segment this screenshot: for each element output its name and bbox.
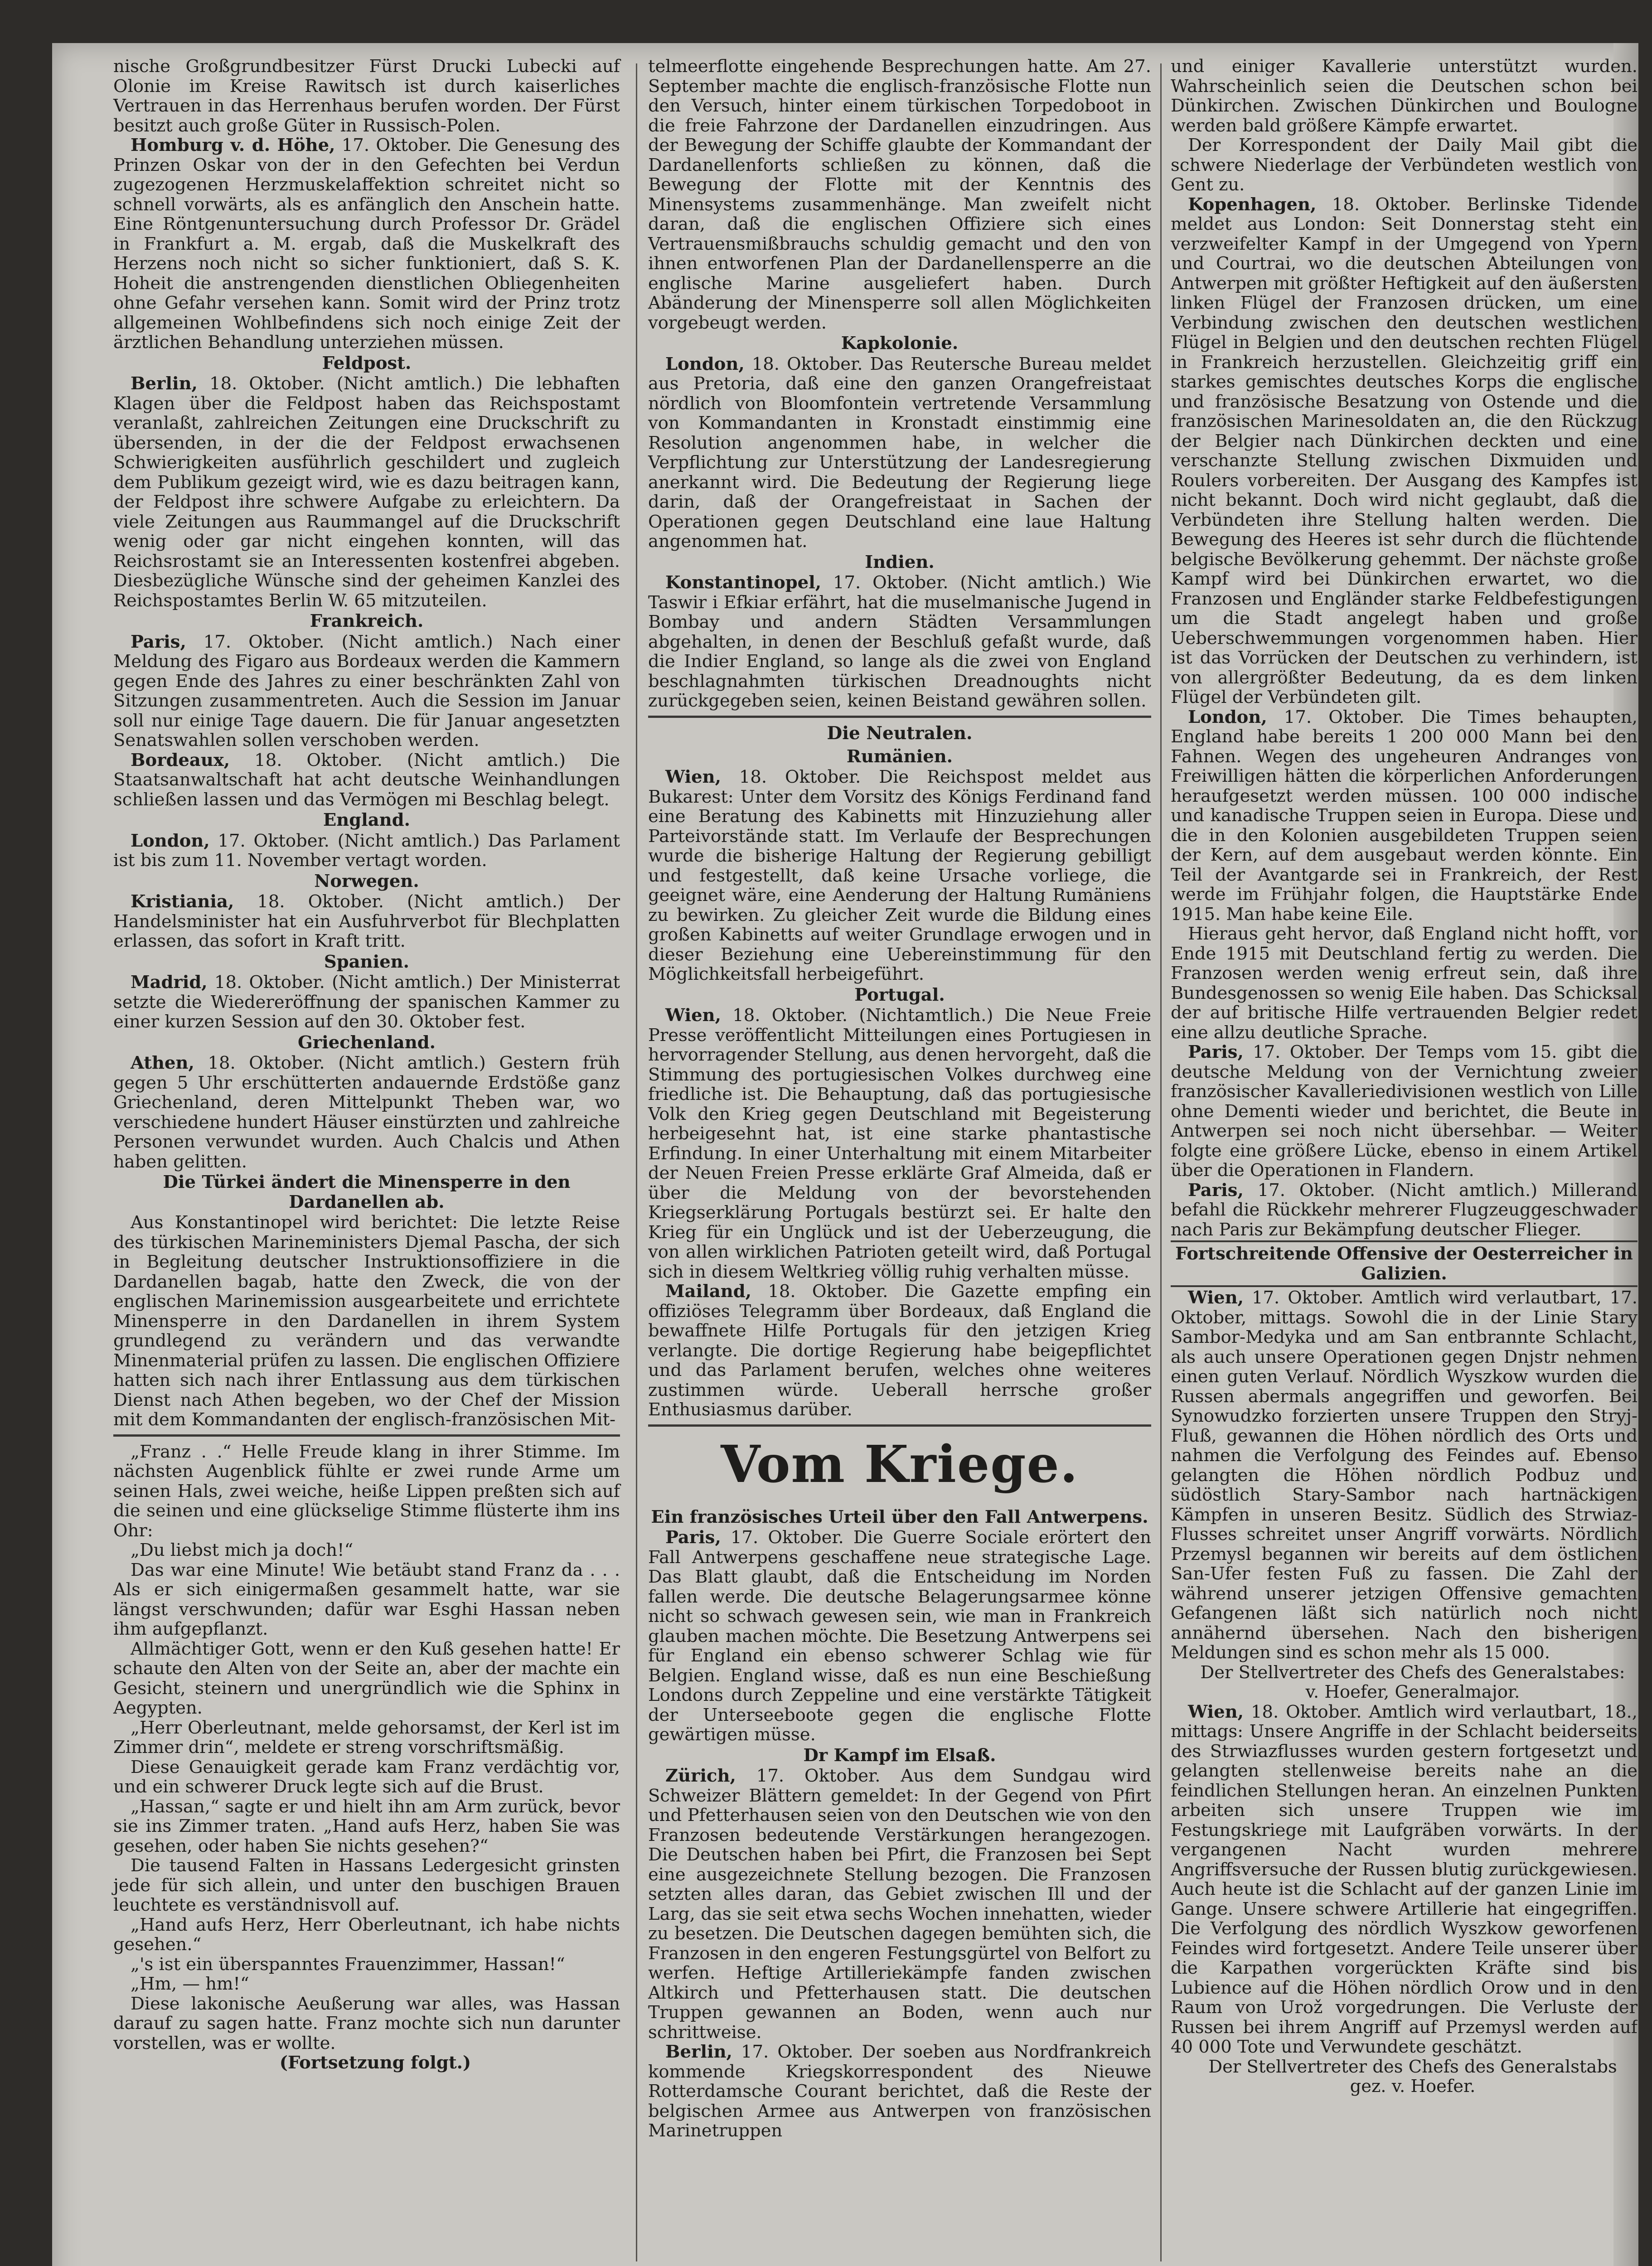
paragraph-text: „Hassan,“ sagte er und hielt ihn am Arm zurück, bevor sie ins Zimmer traten. „Hand aufs Herz, haben Sie was gesehen, oder haben Sie nichts gesehen?“ <box>113 1796 620 1856</box>
paragraph-text: „Hand aufs Herz, Herr Oberleutnant, ich habe nichts gesehen.“ <box>113 1914 620 1955</box>
article-paragraph <box>113 1560 620 1639</box>
section-heading: Rumänien. <box>846 746 953 767</box>
article-paragraph <box>648 1006 1151 1282</box>
dateline: Berlin, <box>131 373 198 394</box>
article-paragraph <box>1171 1702 1637 2057</box>
article-paragraph <box>113 1213 620 1430</box>
signature-line: Der Stellvertreter des Chefs des Generalstabs <box>1208 2056 1617 2077</box>
dateline: Kopenhagen, <box>1188 194 1317 215</box>
signature-line: Der Stellvertreter des Chefs des Generalstabes: <box>1200 1662 1625 1683</box>
article-paragraph <box>648 2042 1151 2141</box>
dateline: Berlin, <box>665 2042 732 2062</box>
section-heading: Die Neutralen. <box>827 722 973 744</box>
paragraph-text: 17. Oktober. (Nicht amtlich.) Millerand befahl die Rückkehr mehrerer Flugzeuggeschwader nach Paris zur Bekämpfung deutscher Flieger. <box>1171 1180 1637 1240</box>
paragraph-text: 18. Oktober. Die Reichspost meldet aus Bukarest: Unter dem Vorsitz des Königs Ferdinand fand eine Beratung des Kabinetts mit Hinzuziehung aller Parteivorstände statt. Im Verlaufe der Besprechungen wurde die bisherige Haltung der Regierung gebilligt und festgestellt, daß keine Ursache vorliege, die geeignet wäre, eine Aenderung der Haltung Rumäniens zu bewirken. Zu gleicher Zeit wurde die Bildung eines großen Kabinetts auf weiter Grundlage erwogen und in dieser Beziehung eine Uebereinstimmung für den Möglichkeitsfall herbeigeführt. <box>648 767 1151 984</box>
article-paragraph <box>1171 57 1637 136</box>
paragraph-text: 18. Oktober. Berlinske Tidende meldet aus London: Seit Donnerstag steht ein verzweifelter Kampf in der Umgegend von Ypern und Courtrai, wo die deutschen Abteilungen von Antwerpen mit größter Heftigkeit auf den äußersten linken Flügel der Franzosen drücken, um eine Verbindung zwischen den deutschen westlichen Flügel in Belgien und den deutschen rechten Flügel in Frankreich herzustellen. Gleichzeitig griff ein starkes gemischtes deutsches Korps die englische und französische Besatzung von Ostende und die französischen Marinesoldaten an, die den Rückzug der Belgier nach Dünkirchen deckten und eine verschanzte Stellung zwischen Dixmuiden und Roulers vorbereiten. Der Ausgang des Kampfes ist nicht bekannt. Doch wird nicht geglaubt, daß die Verbündeten ihre Stellung halten werden. Die Bewegung des Heeres ist sehr durch die flüchtende belgische Bevölkerung gehemmt. Der nächste große Kampf wird bei Dünkirchen erwartet, wo die Franzosen und Engländer starke Feldbefestigungen um die Stadt angelegt haben und große Ueberschwemmungen vorgenommen haben. Hier ist das Vorrücken der Deutschen zu verhindern, ist von allergrößter Bedeutung, da es dem linken Flügel der Verbündeten gilt. <box>1171 194 1637 707</box>
article-paragraph <box>113 136 620 353</box>
article-paragraph <box>1171 1181 1637 1240</box>
dateline: Kristiania, <box>131 891 234 912</box>
section-rule <box>648 1424 1151 1427</box>
article-paragraph <box>113 632 620 750</box>
paragraph-text: Das war eine Minute! Wie betäubt stand Franz da . . . Als er sich einigermaßen gesammelt hatte, war sie längst verschwunden; dafür war Esghi Hassan neben ihm aufgepflanzt. <box>113 1559 620 1639</box>
article-paragraph <box>113 1053 620 1172</box>
article-paragraph <box>113 831 620 871</box>
paragraph-text: 18. Oktober. (Nicht amtlich.) Der Ministerrat setzte die Wiedereröffnung der spanischen Kammer zu einer kurzen Session auf den 30. Oktober fest. <box>113 972 620 1032</box>
section-rule <box>648 716 1151 718</box>
article-paragraph <box>648 1766 1151 2042</box>
article-paragraph <box>113 57 620 136</box>
paragraph-text: Diese Genauigkeit gerade kam Franz verdächtig vor, und ein schwerer Druck legte sich auf die Brust. <box>113 1757 620 1797</box>
paragraph-text: 18. Oktober. (Nicht amtlich.) Der Handelsminister hat ein Ausfuhrverbot für Blechplatten erlassen, das sofort in Kraft tritt. <box>113 891 620 951</box>
paragraph-text: 17. Oktober. Die Genesung des Prinzen Oskar von der in den Gefechten bei Verdun zugezogenen Herzmuskelaffektion schreitet nicht so schnell vorwärts, als es anfänglich den Anschein hatte. Eine Röntgenuntersuchung durch Professor Dr. Grädel in Frankfurt a. M. ergab, daß die Muskelkraft des Herzens noch nicht so sicher funktioniert, daß S. K. Hoheit die anstrengenden dienstlichen Obliegenheiten ohne Gefahr versehen kann. Somit wird der Prinz trotz allgemeinen Wohlbefindens sich noch einige Zeit der ärztlichen Behandlung unterziehen müssen. <box>113 135 620 353</box>
paragraph-text: „Hm, — hm!“ <box>131 1974 249 1994</box>
paragraph-text: telmeerflotte eingehende Besprechungen hatte. Am 27. September machte die englisch-französische Flotte nun den Versuch, hinter einem türkischen Torpedoboot in die freie Fahrzone der Dardanellen einzudringen. Aus der Bewegung der Schiffe glaubte der Kommandant der Dardanellenforts schließen zu können, daß die Bewegung der Flotte mit der Kenntnis des Minensystems zusammenhänge. Man zweifelt nicht daran, daß die englischen Offiziere sich eines Vertrauensmißbrauchs schuldig gemacht und den von ihnen entworfenen Plan der Dardanellensperre an die englische Marine ausgeliefert haben. Durch Abänderung der Minensperre soll allen Möglichkeiten vorgebeugt werden. <box>648 56 1151 333</box>
article-paragraph <box>1171 136 1637 195</box>
paragraph-text: Allmächtiger Gott, wenn er den Kuß gesehen hatte! Er schaute den Alten von der Seite an, aber der machte ein Gesicht, steinern und unergründlich wie die Sphinx in Aegypten. <box>113 1638 620 1718</box>
article-paragraph <box>113 1856 620 1915</box>
dateline: Madrid, <box>131 972 208 993</box>
article-paragraph <box>648 573 1151 711</box>
paragraph-text: Aus Konstantinopel wird berichtet: Die letzte Reise des türkischen Marineministers Djemal Pascha, der sich in Begleitung deutscher Instruktionsoffiziere in die Dardanellen bagab, hatte den Zweck, die von der englischen Marinemission ausgearbeitete und errichtete Minensperre in den Dardanellen in ihrem System grundlegend zu verändern und das verwandte Minenmaterial prüfen zu lassen. Die englischen Offiziere hatten sich nach ihrer Entlassung aus dem türkischen Dienst nach Athen begeben, wo der Chef der Mission mit dem Kommandanten der englisch-französischen Mit- <box>113 1212 620 1430</box>
paragraph-text: 17. Oktober. (Nicht amtlich.) Wie Taswir i Efkiar erfährt, hat die muselmanische Jugend in Bombay und andern Städten Versammlungen abgehalten, in denen der Beschluß gefaßt wurde, daß die Indier England, so lange als die zwei von England beschlagnahmten türkischen Dreadnoughts nicht zurückgegeben seien, keinen Beistand gewähren sollen. <box>648 572 1151 711</box>
dateline: Wien, <box>665 1005 722 1026</box>
column-2 <box>648 57 1151 2266</box>
article-paragraph <box>1171 1288 1637 1663</box>
paragraph-text: 17. Oktober. Die Times behaupten, England habe bereits 1 200 000 Mann bei den Fahnen. Wegen des ungeheuren Andranges von Freiwilligen hätten die körperlichen Anforderungen heraufgesetzt werden müssen. 100 000 indische und kanadische Truppen seien in Europa. Diese und die in den Kolonien ausgebildeten Truppen seien der Kern, auf dem ausgebaut werden könnte. Ein Teil der Avantgarde sei in Frankreich, der Rest werde im Frühjahr folgen, die Hauptstärke Ende 1915. Man habe keine Eile. <box>1171 707 1637 925</box>
column-separator <box>1160 63 1162 2261</box>
section-heading: Dr Kampf im Elsaß. <box>803 1745 996 1766</box>
dateline: Wien, <box>665 767 722 787</box>
dateline: Paris, <box>1188 1042 1244 1062</box>
article-paragraph <box>113 374 620 610</box>
dateline: Paris, <box>1188 1180 1244 1201</box>
section-heading: Portugal. <box>854 984 945 1005</box>
dateline: Zürich, <box>665 1766 736 1786</box>
dateline: Athen, <box>131 1053 194 1073</box>
section-heading: England. <box>323 810 411 830</box>
section-heading: Frankreich. <box>310 611 424 631</box>
dateline: Paris, <box>131 631 186 652</box>
section-masthead: Vom Kriege. <box>721 1434 1079 1494</box>
paragraph-text: 17. Oktober. Der Temps vom 15. gibt die deutsche Meldung von der Vernichtung zweier französischer Kavalleriedivisionen westlich von Lille ohne Dementi wieder und berichtet, die Beute in Antwerpen sei noch nicht übersehbar. — Weiter folgte eine größere Lücke, ebenso in einem Artikel über die Operationen in Flandern. <box>1171 1042 1637 1181</box>
paragraph-text: Die tausend Falten in Hassans Ledergesicht grinsten jede für sich allein, und unter den buschigen Brauen leuchtete es verständnisvoll auf. <box>113 1855 620 1915</box>
signature-line: v. Hoefer, Generalmajor. <box>1305 1682 1520 1702</box>
dateline: Wien, <box>1188 1701 1244 1722</box>
article-paragraph <box>113 1994 620 2053</box>
paragraph-text: nische Großgrundbesitzer Fürst Drucki Lubecki auf Olonie im Kreise Rawitsch ist durch kaiserliches Vertrauen in das Herrenhaus berufen worden. Der Fürst besitzt auch große Güter in Russisch-Polen. <box>113 56 620 136</box>
paragraph-text: 18. Oktober. Das Reutersche Bureau meldet aus Pretoria, daß eine den ganzen Orangefreistaat nördlich von Bloomfontein vertretende Versammlung von Kommandanten in Kronstadt einstimmig eine Resolution angenommen habe, in welcher die Verpflichtung zur Unterstützung der Landesregierung anerkannt wird. Die Bedeutung der Regierung liege darin, daß der Orangefreistaat in Sachen der Operationen gegen Deutschland eine laue Haltung angenommen hat. <box>648 353 1151 552</box>
article-paragraph <box>113 1639 620 1718</box>
paragraph-text: 17. Oktober. Der soeben aus Nordfrankreich kommende Kriegskorrespondent des Nieuwe Rotterdamsche Courant berichtet, daß die Reste der belgischen Armee aus Antwerpen von französischen Marinetruppen <box>648 2042 1151 2141</box>
article-paragraph <box>113 1974 620 1994</box>
paragraph-text: 18. Oktober. (Nicht amtlich.) Die lebhaften Klagen über die Feldpost haben das Reichspostamt veranlaßt, zahlreichen Zeitungen eine Druckschrift zu übersenden, in der die der Feldpost erwachsenen Schwierigkeiten ausführlich geschildert und zugleich dem Publikum gezeigt wird, wie es dazu beitragen kann, der Feldpost ihre schwere Aufgabe zu erleichtern. Da viele Zeitungen aus Raummangel auf die Druckschrift wenig oder gar nicht eingehen konnten, will das Reichsrostamt sie an Interessenten kostenfrei abgeben. Diesbezügliche Wünsche sind der geheimen Kanzlei des Reichspostamtes Berlin W. 65 mitzuteilen. <box>113 373 620 611</box>
paragraph-text: Hieraus geht hervor, daß England nicht hofft, vor Ende 1915 mit Deutschland fertig zu werden. Die Franzosen werden wenig erfreut sein, daß ihre Bundesgenossen so wenig Eile haben. Das Schicksal der auf britische Hilfe vertrauenden Belgier redet eine allzu deutliche Sprache. <box>1171 924 1637 1043</box>
paragraph-text: 17. Oktober. Amtlich wird verlautbart, 17. Oktober, mittags. Sowohl die in der Linie Stary Sambor-Medyka und am San entbrannte Schlacht, als auch unsere Operationen gegen Dnjstr nehmen einen guten Verlauf. Nördlich Wyszkow wurden die Russen abermals angegriffen und geworfen. Bei Synowudzko forzierten unsere Truppen den Stryj-Fluß, gewannen die Höhen nördlich des Orts und nahmen die Verfolgung des Feindes auf. Ebenso gelangten die Höhen nördlich Podbuz und südöstlich Stary-Sambor nach hartnäckigen Kämpfen in unseren Besitz. Südlich des Strwiaz-Flusses schreitet unser Angriff vorwärts. Nördlich Przemysl begannen wir bereits auf dem östlichen San-Ufer festen Fuß zu fassen. Die Zahl der während unserer jetzigen Offensive gemachten Gefangenen läßt sich natürlich noch nicht annähernd übersehen. Nach den bisherigen Meldungen sind es schon mehr als 15 000. <box>1171 1288 1637 1663</box>
continuation-note: (Fortsetzung folgt.) <box>279 2053 471 2073</box>
section-rule <box>113 1434 620 1437</box>
article-paragraph <box>648 767 1151 984</box>
column-separator <box>636 63 637 2261</box>
dateline: Homburg v. d. Höhe, <box>131 135 335 155</box>
article-paragraph <box>648 1528 1151 1745</box>
paragraph-text: 18. Oktober. (Nicht amtlich.) Gestern früh gegen 5 Uhr erschütterten andauernde Erdstöße ganz Griechenland, deren Mittelpunkt Theben war, wo verschiedene hundert Häuser einstürzten und zahlreiche Personen verwundet wurden. Auch Chalcis und Athen haben gelitten. <box>113 1053 620 1172</box>
paragraph-text: und einiger Kavallerie unterstützt wurden. Wahrscheinlich seien die Deutschen schon bei Dünkirchen. Zwischen Dünkirchen und Boulogne werden bald größere Kämpfe erwartet. <box>1171 57 1637 136</box>
section-heading: Die Türkei ändert die Minensperre in den Dardanellen ab. <box>163 1172 571 1212</box>
section-heading: Norwegen. <box>314 871 419 891</box>
dateline: Mailand, <box>665 1281 752 1302</box>
article-paragraph <box>1171 924 1637 1042</box>
article-paragraph <box>113 1797 620 1856</box>
dateline: London, <box>1188 707 1267 727</box>
article-paragraph <box>1171 195 1637 707</box>
section-heading: Indien. <box>865 552 935 572</box>
paragraph-text: 18. Oktober. (Nichtamtlich.) Die Neue Freie Presse veröffentlicht Mitteilungen eines Portugiesen in hervorragender Stellung, aus denen hervorgeht, daß die Stimmung des portugiesischen Volkes durchweg eine friedliche ist. Die Behauptung, daß das portugiesische Volk den Krieg gegen Deutschland mit Begeisterung herbeigesehnt hat, ist eine starke phantastische Erfindung. In einer Unterhaltung mit einem Mitarbeiter der Neuen Freien Presse erklärte Graf Almeida, daß er über die Meldung von der bevorstehenden Kriegserklärung Portugals bestürzt sei. Er halte den Krieg für ein Unglück und ist der Ueberzeugung, die von allen wirklichen Patrioten geteilt wird, daß Portugal sich in diesem Weltkrieg völlig ruhig verhalten müsse. <box>648 1005 1151 1282</box>
article-paragraph <box>113 1540 620 1560</box>
dateline: Wien, <box>1188 1288 1244 1308</box>
dateline: Konstantinopel, <box>665 572 822 593</box>
article-paragraph <box>113 973 620 1032</box>
article-paragraph <box>113 1442 620 1541</box>
article-paragraph <box>113 1758 620 1797</box>
signature-line: gez. v. Hoefer. <box>1350 2076 1476 2097</box>
dateline: London, <box>665 353 745 374</box>
article-paragraph <box>113 750 620 810</box>
paragraph-text: 17. Oktober. Die Guerre Sociale erörtert den Fall Antwerpens geschaffene neue strategische Lage. Das Blatt glaubt, daß die Entscheidung im Norden fallen werde. Die deutsche Belagerungsarmee könne nicht so schwach gewesen sein, wie man in Frankreich glauben machen möchte. Die Besetzung Antwerpens sei für England ein ebenso schwerer Schlag wie für Belgien. England wisse, daß es nun eine Beschießung Londons durch Zeppeline und eine verstärkte Tätigkeit der Unterseeboote gegen die englische Flotte gewärtigen müsse. <box>648 1527 1151 1745</box>
article-paragraph <box>1171 1042 1637 1181</box>
article-paragraph <box>113 892 620 951</box>
article-paragraph <box>648 57 1151 333</box>
section-heading: Spanien. <box>324 951 410 972</box>
paragraph-text: „Du liebst mich ja doch!“ <box>131 1540 354 1560</box>
section-heading: Griechenland. <box>297 1032 436 1053</box>
paragraph-text: „Franz . .“ Helle Freude klang in ihrer Stimme. Im nächsten Augenblick fühlte er zwei runde Arme um seinen Hals, zwei weiche, heiße Lippen preßten sich auf die seinen und eine glückselige Stimme flüsterte ihm ins Ohr: <box>113 1441 620 1541</box>
paragraph-text: 17. Oktober. Aus dem Sundgau wird Schweizer Blättern gemeldet: In der Gegend von Pfirt und Pfetterhausen seien von den Deutschen wie von den Franzosen bedeutende Verstärkungen herangezogen. Die Deutschen haben bei Pfirt, die Franzosen bei Sept eine ausgezeichnete Stellung bezogen. Die Franzosen setzten alles daran, das Gebiet zwischen Ill und der Larg, das sie seit etwa sechs Wochen innehatten, wieder zu besetzen. Die Deutschen dagegen bemühten sich, die Franzosen in den engeren Festungsgürtel von Belfort zu werfen. Heftige Artilleriekämpfe fanden zwischen Altkirch und Pfetterhausen statt. Die deutschen Truppen gewannen an Boden, wenn auch nur schrittweise. <box>648 1766 1151 2043</box>
paragraph-text: 18. Oktober. Die Gazette empfing ein offiziöses Telegramm über Bordeaux, daß England die bewaffnete Hilfe Portugals für den jetzigen Krieg verlangte. Die dortige Regierung habe beigepflichtet und das Parlament berufen, welches ohne weiteres zustimmen würde. Ueberall herrsche großer Enthusiasmus darüber. <box>648 1281 1151 1420</box>
dateline: Paris, <box>665 1527 721 1548</box>
article-paragraph <box>648 354 1151 552</box>
paragraph-text: 17. Oktober. (Nicht amtlich.) Nach einer Meldung des Figaro aus Bordeaux werden die Kammern gegen Ende des Jahres zu einer beschränkten Zahl von Sitzungen zusammentreten. Auch die Session im Januar soll nur einige Tage dauern. Die für Januar angesetzten Senatswahlen sollen verschoben werden. <box>113 631 620 750</box>
framed-headline: Fortschreitende Offensive der Oesterreicher in Galizien. <box>1171 1240 1637 1287</box>
section-heading: Ein französisches Urteil über den Fall Antwerpens. <box>651 1506 1148 1527</box>
article-paragraph <box>113 1718 620 1758</box>
section-heading: Feldpost. <box>322 353 412 373</box>
paragraph-text: 18. Oktober. (Nicht amtlich.) Die Staatsanwaltschaft hat acht deutsche Weinhandlungen schließen lassen und das Vermögen mi Beschlag belegt. <box>113 750 620 810</box>
dateline: London, <box>131 830 210 851</box>
dateline: Bordeaux, <box>131 750 230 770</box>
section-heading: Kapkolonie. <box>841 333 959 353</box>
paragraph-text: 18. Oktober. Amtlich wird verlautbart, 18., mittags: Unsere Angriffe in der Schlacht beiderseits des Strwiazflusses wurden gestern fortgesetzt und gelangten stellenweise bereits nahe an die feindlichen Stellungen heran. An einzelnen Punkten arbeiten sich unsere Truppen wie im Festungskriege mit Laufgräben vorwärts. In der vergangenen Nacht wurden mehrere Angriffsversuche der Russen blutig zurückgewiesen. Auch heute ist die Schlacht auf der ganzen Linie im Gange. Unsere schwere Artillerie hat eingegriffen. Die Verfolgung des nördlich Wyszkow geworfenen Feindes wird fortgesetzt. Andere Teile unserer über die Karpathen vorgerückten Kräfte sind bis Lubience auf die Höhen nördlich Orow und in den Raum von Urož vorgedrungen. Die Verluste der Russen bei ihrem Angriff auf Przemysl werden auf 40 000 Tote und Verwundete geschätzt. <box>1171 1701 1637 2057</box>
paragraph-text: 17. Oktober. (Nicht amtlich.) Das Parlament ist bis zum 11. November vertagt worden. <box>113 830 620 871</box>
article-paragraph <box>1171 707 1637 925</box>
article-paragraph <box>113 1955 620 1975</box>
paragraph-text: Der Korrespondent der Daily Mail gibt die schwere Niederlage der Verbündeten westlich von Gent zu. <box>1171 135 1637 195</box>
column-3 <box>1171 57 1637 2266</box>
article-paragraph <box>113 1915 620 1955</box>
paragraph-text: „'s ist ein überspanntes Frauenzimmer, Hassan!“ <box>131 1954 565 1975</box>
article-paragraph <box>648 1282 1151 1420</box>
column-1 <box>113 57 620 2266</box>
paragraph-text: „Herr Oberleutnant, melde gehorsamst, der Kerl ist im Zimmer drin“, meldete er streng vorschriftsmäßig. <box>113 1717 620 1758</box>
paragraph-text: Diese lakonische Aeußerung war alles, was Hassan darauf zu sagen hatte. Franz mochte sich nun darunter vorstellen, was er wollte. <box>113 1993 620 2053</box>
